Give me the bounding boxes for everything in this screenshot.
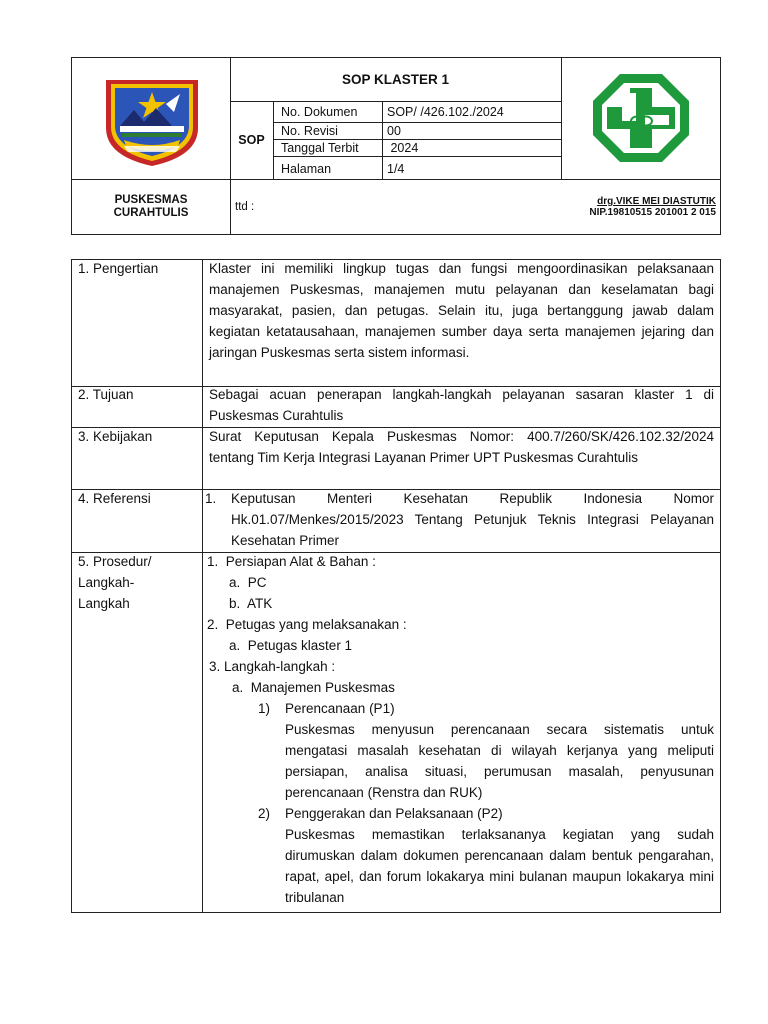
list-item: 1. Persiapan Alat & Bahan : — [207, 554, 376, 569]
sop-header-table — [71, 57, 721, 235]
divider — [273, 139, 561, 140]
org-name-line1: PUSKESMAS — [114, 194, 188, 206]
org-name-line2: CURAHTULIS — [113, 207, 189, 219]
meta-value: SOP/ /426.102./2024 — [387, 105, 504, 119]
list-item: a. Petugas klaster 1 — [229, 638, 353, 653]
regency-crest-icon — [100, 76, 204, 168]
section-label-pengertian: 1. Pengertian — [78, 261, 159, 276]
list-item-number: 1) — [258, 701, 271, 716]
list-item: 2. Petugas yang melaksanakan : — [207, 617, 407, 632]
meta-label: Halaman — [281, 162, 332, 176]
divider — [72, 179, 720, 180]
divider — [230, 101, 561, 102]
list-item: a. Manajemen Puskesmas — [232, 680, 395, 695]
divider — [72, 552, 720, 553]
sop-content-table — [71, 259, 721, 913]
document-title: SOP KLASTER 1 — [341, 72, 450, 87]
section-label-prosedur-3: Langkah — [78, 596, 130, 611]
procedure-text-p1: Puskesmas menyusun perencanaan secara sistematis untuk mengatasi masalah kesehatan di wilayah kerjanya yang meliputi persiapan, analisa situasi, perumusan masalah, penyusunan perencanaan (Renstra dan RUK) — [285, 722, 714, 800]
divider — [382, 101, 383, 179]
list-item: Perencanaan (P1) — [285, 701, 395, 716]
section-label-tujuan: 2. Tujuan — [78, 387, 134, 402]
meta-label: No. Dokumen — [281, 105, 358, 119]
meta-label: Tanggal Terbit — [281, 141, 359, 155]
referensi-number: 1. — [205, 491, 217, 506]
meta-value: 1/4 — [387, 162, 405, 176]
section-label-prosedur-1: 5. Prosedur/ — [78, 554, 152, 569]
signer-name: drg.VIKE MEI DIASTUTIK — [597, 196, 716, 207]
divider — [561, 58, 562, 179]
section-label-referensi: 4. Referensi — [78, 491, 151, 506]
meta-value: 00 — [387, 124, 401, 138]
signer-nip: NIP.19810515 201001 2 015 — [589, 207, 716, 218]
divider — [273, 156, 561, 157]
section-text-tujuan: Sebagai acuan penerapan langkah-langkah pelayanan sasaran klaster 1 di Puskesmas Curahtulis — [209, 387, 714, 423]
divider — [202, 260, 203, 912]
section-text-kebijakan: Surat Keputusan Kepala Puskesmas Nomor: 400.7/260/SK/426.102.32/2024 tentang Tim Kerja Integrasi Layanan Primer UPT Puskesmas Curahtulis — [209, 429, 714, 465]
list-item: b. ATK — [229, 596, 273, 611]
section-label-kebijakan: 3. Kebijakan — [78, 429, 153, 444]
procedure-text-p2: Puskesmas memastikan terlaksananya kegiatan yang sudah dirumuskan dalam dokumen perencanaan dalam bentuk pengarahan, rapat, apel, dan forum lokakarya mini bulanan maupun lokakarya mini tribulanan — [285, 827, 714, 905]
list-item: a. PC — [229, 575, 267, 590]
sop-label: SOP — [238, 133, 265, 147]
divider — [273, 122, 561, 123]
signature-label: ttd : — [235, 201, 255, 213]
divider — [273, 101, 274, 179]
list-item: Penggerakan dan Pelaksanaan (P2) — [285, 806, 503, 821]
section-text-referensi: Keputusan Menteri Kesehatan Republik Indonesia Nomor Hk.01.07/Menkes/2015/2023 Tentang Petunjuk Teknis Integrasi Pelayanan Kesehatan Primer — [231, 491, 714, 548]
section-text-pengertian: Klaster ini memiliki lingkup tugas dan fungsi mengoordinasikan pelaksanaan manajemen Puskesmas, manajemen mutu pelayanan dan keselamatan bagi masyarakat, pasien, dan petugas. Selain itu, juga bertanggung jawab dalam kegiatan ketatausahaan, manajemen sumber daya serta manajemen jejaring dan jaringan Puskesmas serta sistem informasi. — [209, 261, 714, 360]
meta-value: 2024 — [387, 141, 419, 155]
list-item-number: 2) — [258, 806, 271, 821]
meta-label: No. Revisi — [281, 124, 338, 138]
section-label-prosedur-2: Langkah- — [78, 575, 135, 590]
puskesmas-cross-icon — [590, 71, 692, 165]
list-item: 3. Langkah-langkah : — [209, 659, 336, 674]
